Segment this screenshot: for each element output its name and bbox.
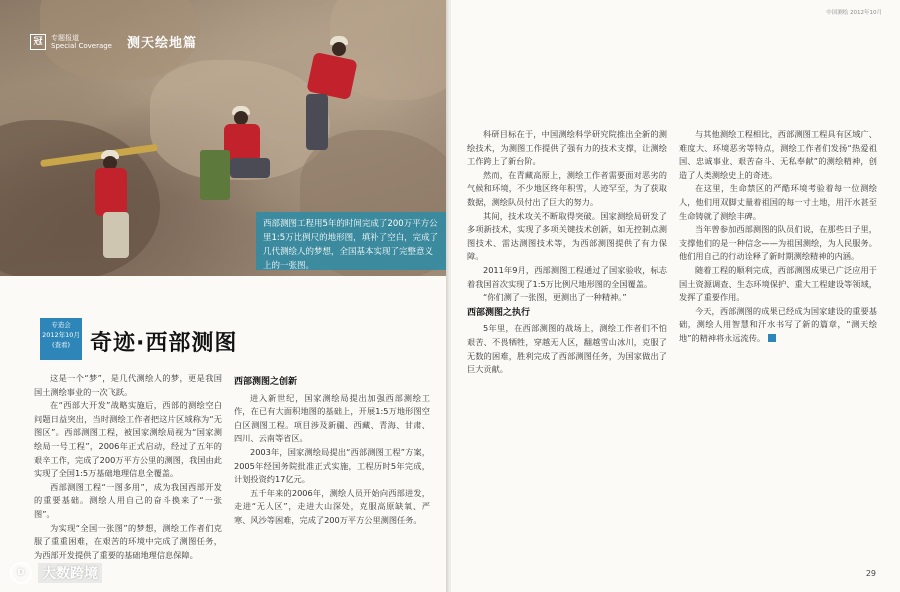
paragraph: 然而，在青藏高原上，测绘工作者需要面对恶劣的气候和环境，不少地区终年积雪，人迹罕至，为了获取数据，测绘队员付出了巨大的努力。 — [467, 169, 667, 207]
paragraph: “你们测了一张图，更测出了一种精神。” — [483, 292, 627, 303]
subheading: 西部测图之创新 — [234, 377, 298, 387]
paragraph: 在这里，生命禁区的严酷环境考验着每一位测绘人，他们用双脚丈量着祖国的每一寸土地，用汗水甚至生命铸就了测绘丰碑。 — [679, 183, 877, 221]
paragraph: 进入新世纪，国家测绘局提出加强西部测绘工作，在已有大面积地图的基础上，开展1:5万地形图空白区测图工程。项目涉及新疆、西藏、青海、甘肃、四川、云南等省区。 — [234, 392, 430, 444]
paragraph: 当年曾参加西部测图的队员们说，在那些日子里，支撑他们的是一种信念——为祖国测绘，为人民服务。他们用自己的行动诠释了新时期测绘精神的内涵。 — [679, 224, 877, 262]
running-header: 中国测绘 2012年10月 — [826, 10, 882, 16]
paragraph: 其间，技术攻关不断取得突破。国家测绘局研发了多项新技术，实现了多项关键技术创新，如无控制点测图技术、雷达测图技术等，为西部测图提供了有力保障。 — [467, 210, 667, 262]
watermark — [10, 562, 102, 584]
text-column-2 — [234, 374, 430, 582]
paragraph: 在“西部大开发”战略实施后，西部的测绘空白问题日益突出，当时测绘工作者把这片区域称为“无图区”。西部测图工程，被国家测绘局视为“国家测绘局一号工程”，2006年正式启动，经过了五年的艰辛工作，完成了200万平方公里的测图，我国由此实现了全国1:5万基础地理信息全覆盖。 — [34, 400, 222, 479]
text-column-1 — [34, 372, 222, 582]
photo-caption: 西部测图工程用5年的时间完成了200万平方公里1:5万比例尺的地形图，填补了空白，完成了几代测绘人的梦想，全国基本实现了完整意义上的一张图。 — [256, 212, 446, 270]
tag-line-1: 专造会 — [51, 321, 71, 329]
article-title: 奇迹·西部测图 — [90, 331, 238, 356]
paragraph: 这是一个“梦”，是几代测绘人的梦，更是我国国土测绘事业的一次飞跃。 — [34, 373, 222, 397]
tag-line-2: 2012年10月 — [42, 331, 80, 339]
paragraph: 西部测图工程“一图多用”，成为我国西部开发的重要基础。测绘人用自己的奋斗换来了“一张图”。 — [34, 481, 222, 519]
section-title: 测天绘地篇 — [126, 36, 197, 51]
article-end-icon — [768, 334, 776, 342]
issue-tag — [40, 318, 82, 360]
right-page — [451, 0, 900, 592]
tag-line-3: (查看) — [51, 341, 71, 349]
paragraph: 科研目标在于，中国测绘科学研究院推出全新的测绘技术，为测图工作提供了强有力的技术支撑，让测绘工作跨上了新台阶。 — [467, 129, 667, 167]
watermark-text: 大数跨境 — [38, 563, 102, 583]
paragraph: 5年里，在西部测图的战场上，测绘工作者们不怕艰苦、不畏牺牲，穿越无人区，翻越雪山冰川，克服了无数的困难，胜利完成了西部测图任务，为国家做出了巨大贡献。 — [467, 323, 667, 375]
paragraph: 2003年，国家测绘局提出“西部测图工程”方案，2005年经国务院批准正式实施，工程历时5年完成，计划投资约17亿元。 — [234, 446, 430, 485]
text-column-4 — [679, 128, 877, 538]
paragraph: 随着工程的顺利完成，西部测图成果已广泛应用于国土资源调查、生态环境保护、重大工程建设等领域，发挥了重要作用。 — [679, 264, 877, 303]
magazine-section-label — [51, 34, 112, 50]
paragraph: 2011年9月，西部测图工程通过了国家验收，标志着我国首次实现了1:5万比例尺地形图的全国覆盖。 — [467, 264, 667, 289]
paragraph: 为实现“全国一张图”的梦想，测绘工作者们克服了重重困难，在艰苦的环境中完成了测图任务，为西部开发提供了重要的基础地理信息保障。 — [34, 522, 222, 560]
left-page — [0, 0, 449, 592]
magazine-small-label-2: Special Coverage — [51, 41, 112, 50]
magazine-logo-icon: 冠 — [30, 34, 46, 50]
paragraph: 五千年来的2006年，测绘人员开始向西部进发，走进“无人区”，走进大山深处，克服高原缺氧、严寒、风沙等困难，完成了200万平方公里测图任务。 — [234, 487, 430, 525]
paragraph-text: 今天，西部测图的成果已经成为国家建设的重要基础，测绘人用智慧和汗水书写了新的篇章，“测天绘地”的精神将永远流传。 — [679, 305, 877, 343]
surveyors-photo — [0, 0, 449, 276]
paragraph: 与其他测绘工程相比，西部测图工程具有区域广、难度大、环境恶劣等特点，测绘工作者们发扬“热爱祖国、忠诚事业、艰苦奋斗、无私奉献”的测绘精神，创造了人类测绘史上的奇迹。 — [679, 129, 877, 180]
subheading: 西部测图之执行 — [467, 307, 531, 318]
paragraph — [679, 305, 877, 346]
page-number: 29 — [865, 569, 876, 578]
magazine-header — [30, 32, 197, 51]
watermark-logo-icon: D — [10, 562, 32, 584]
magazine-small-label-1: 专题报道 — [51, 33, 79, 42]
text-column-3 — [467, 128, 667, 578]
